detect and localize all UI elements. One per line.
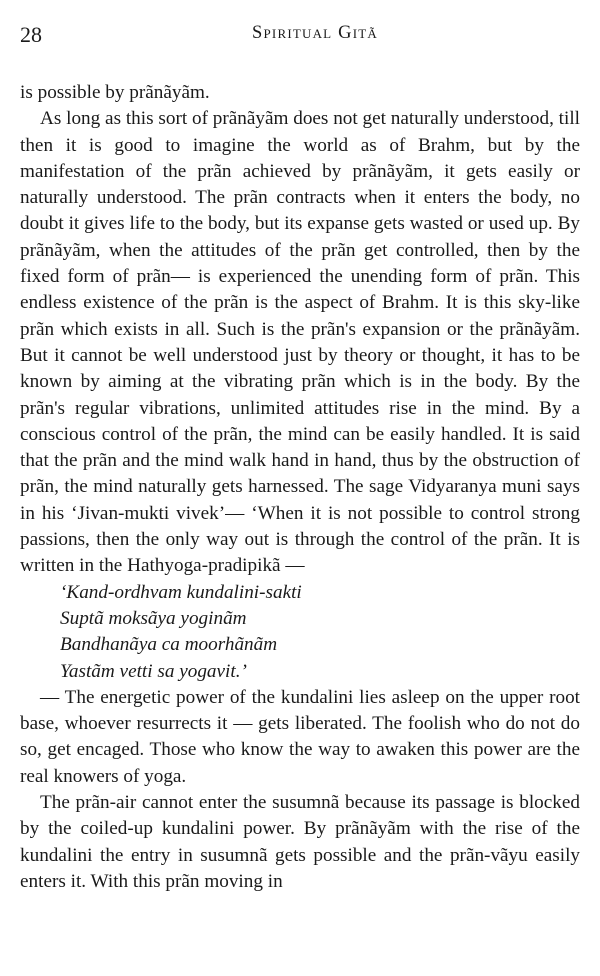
sanskrit-verse [60, 580, 580, 685]
paragraph-susumna: The prãn-air cannot enter the susumnã because its passage is blocked by the coiled-up kundalini power. By prãnãyãm with the rise of the kundalini the entry in susumnã gets possible and the prãn-vãyu easily enters it. With this prãn moving in [20, 792, 580, 892]
verse-line: Yastãm vetti sa yogavit.’ [60, 660, 247, 682]
page-number: 28 [20, 22, 42, 47]
paragraph-pranayam: As long as this sort of prãnãyãm does not get naturally understood, till then it is good to imagine the world as of Brahm, but by the manifestation of the prãn achieved by prãnãyãm, it gets easily or naturally understood. The prãn contracts when it enters the body, no doubt it gives life to the body, but its expanse gets wasted or used up. By prãnãyãm, when the attitudes of the prãn get controlled, then by the fixed form of prãn— is experienced the unending form of prãn. This endless existence of the prãn is the aspect of Brahm. It is this sky-like prãn which exists in all. Such is the prãn's expansion or the prãnãyãm. But it cannot be well understood just by theory or thought, it has to be known by aiming at the vibrating prãn which is in the body. By the prãn's regular vibrations, unlimited attitudes rise in the mind. By a conscious control of the prãn, the mind can be easily handled. It is said that the prãn and the mind walk hand in hand, thus by the obstruction of prãn, the mind naturally gets harnessed. The sage Vidyaranya muni says in his ‘Jivan-mukti vivek’— ‘When it is not possible to control strong passions, then the only way out is through the control of the prãn. It is written in the Hathyoga-pradipikã — [20, 108, 580, 577]
verse-line: Bandhanãya ca moorhãnãm [60, 634, 278, 656]
body-text [20, 80, 580, 895]
paragraph-verse-meaning: — The energetic power of the kundalini lies asleep on the upper root base, whoever resurrects it — gets liberated. The foolish who do not do so, get encaged. Those who know the way to awaken this power are the real knowers of yoga. [20, 686, 580, 787]
running-head [20, 22, 580, 52]
book-title: Spiritual Gitã [252, 23, 378, 43]
paragraph-continuation: is possible by prãnãyãm. [20, 82, 210, 103]
verse-line: ‘Kand-ordhvam kundalini-sakti [60, 581, 302, 603]
verse-line: Suptã moksãya yoginãm [60, 607, 247, 629]
